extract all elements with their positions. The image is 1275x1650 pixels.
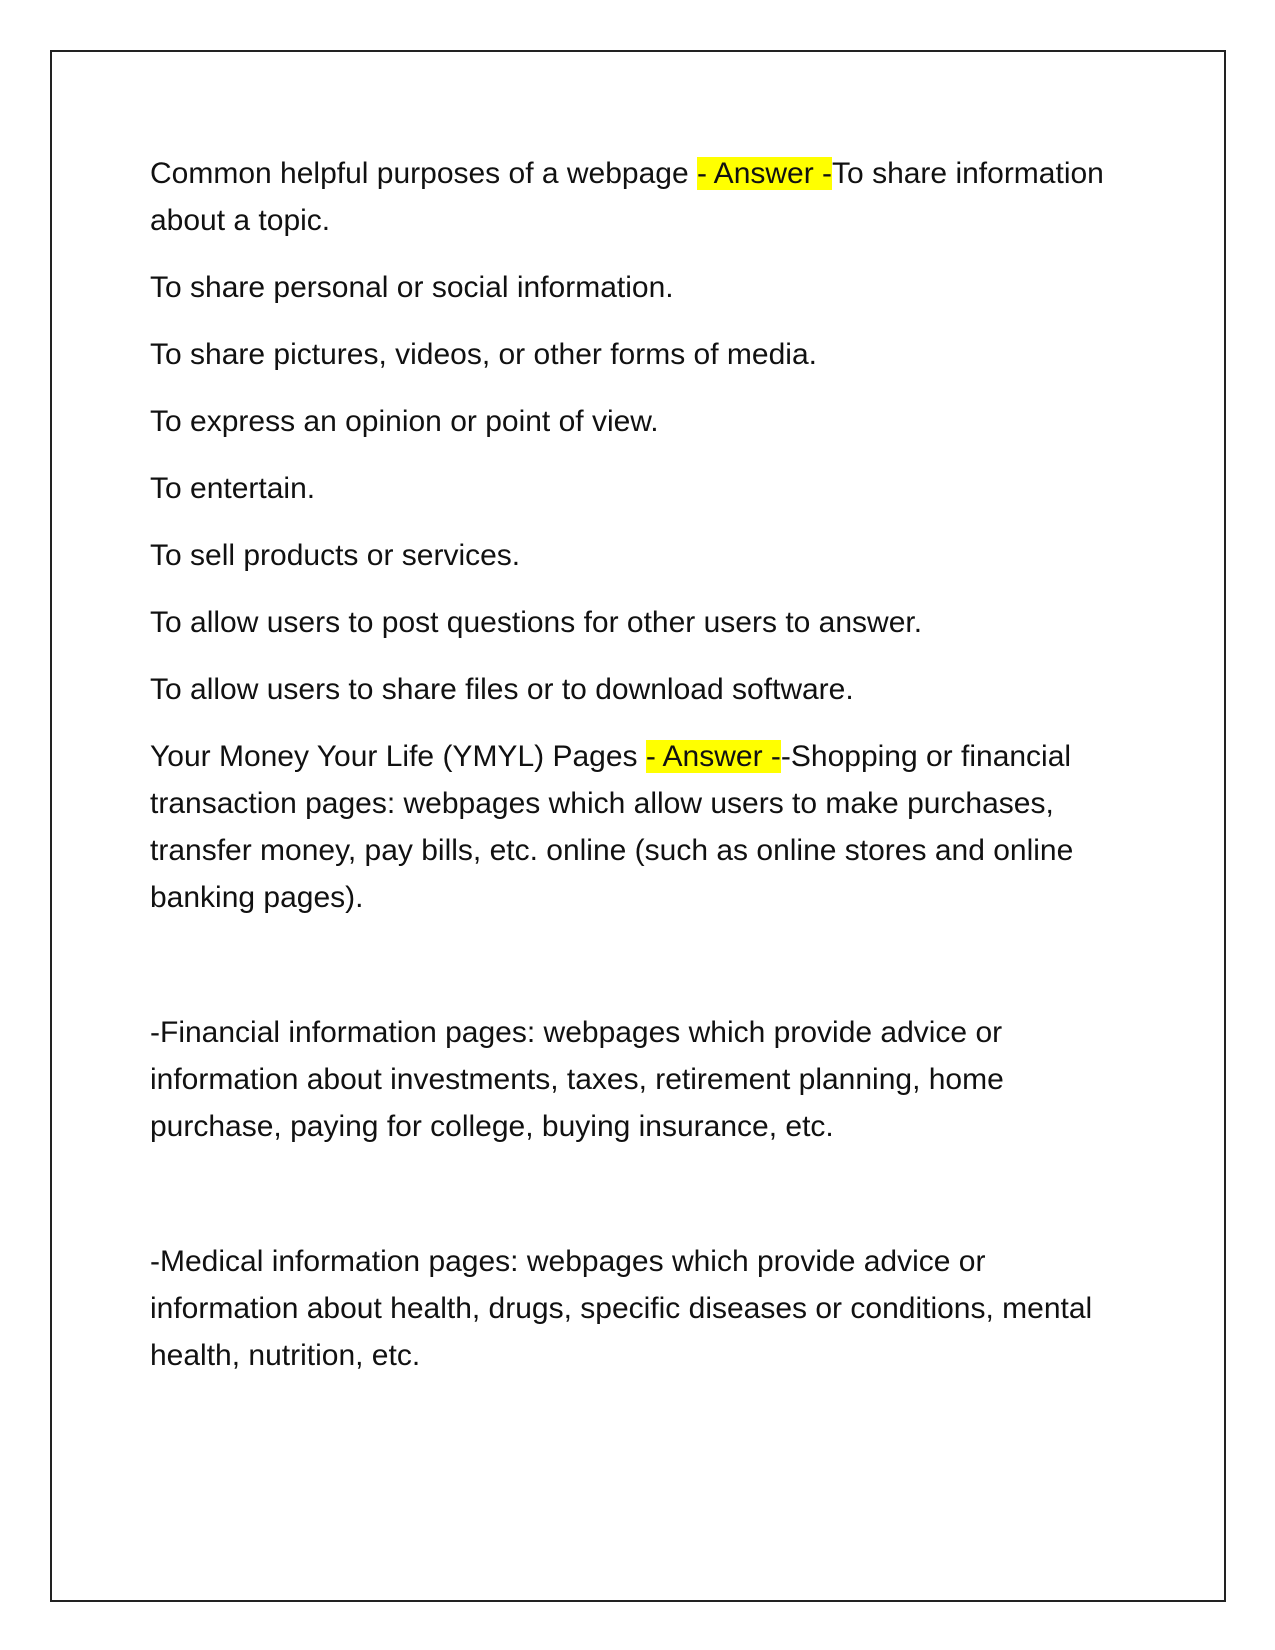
question-ymyl <box>150 733 1130 921</box>
list-item: To entertain. <box>150 472 316 505</box>
list-item: -Medical information pages: webpages which provide advice or information about health, drugs, specific diseases or conditions, mental health, nutrition, etc. <box>150 1245 1093 1372</box>
list-item: -Financial information pages: webpages which provide advice or information about investments, taxes, retirement planning, home purchase, paying for college, buying insurance, etc. <box>150 1016 1004 1143</box>
question-purposes <box>150 150 1130 244</box>
list-item: To share pictures, videos, or other forms of media. <box>150 338 817 371</box>
answer-text: To share information about a topic. <box>150 157 1104 237</box>
list-item: To share personal or social information. <box>150 271 674 304</box>
question-text: Common helpful purposes of a webpage <box>150 157 689 190</box>
list-item: To allow users to post questions for other users to answer. <box>150 606 923 639</box>
answer-highlight: - Answer - <box>697 157 833 190</box>
answer-highlight: - Answer - <box>645 740 781 773</box>
document-body <box>150 150 1130 1379</box>
answer-text: -Shopping or financial transaction pages: webpages which allow users to make purchases, transfer money, pay bills, etc. online (such as online stores and online banking pages). <box>150 740 1074 914</box>
list-item: To sell products or services. <box>150 539 521 572</box>
list-item: To allow users to share files or to download software. <box>150 673 854 706</box>
question-text: Your Money Your Life (YMYL) Pages <box>150 740 638 773</box>
list-item: To express an opinion or point of view. <box>150 405 659 438</box>
